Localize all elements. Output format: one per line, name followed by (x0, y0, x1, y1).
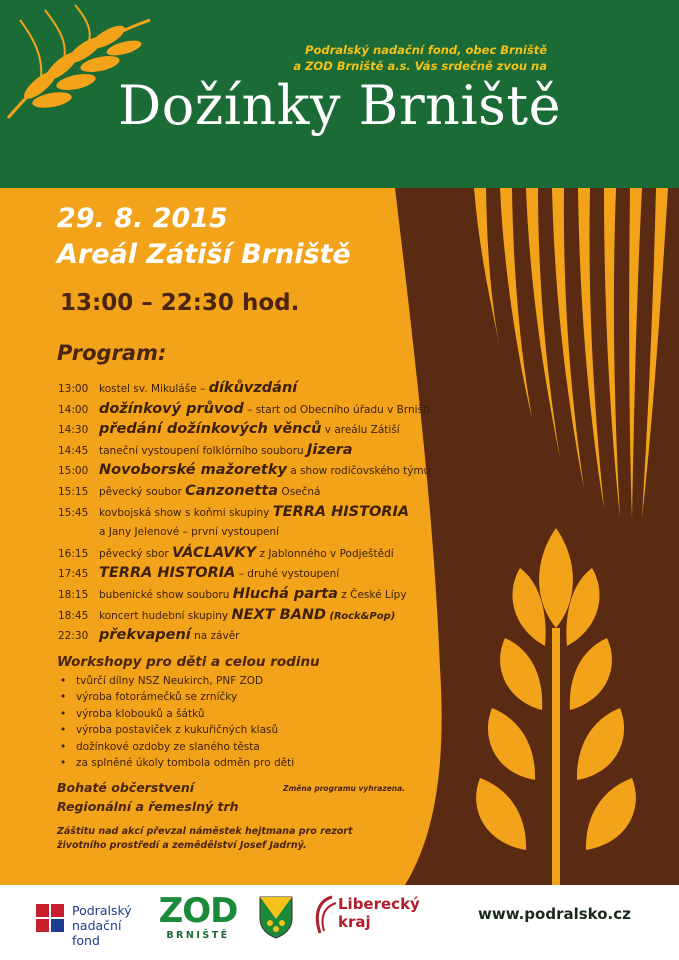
fond-logo-icon (36, 904, 64, 932)
schedule-item (58, 625, 430, 646)
fond-logo-text (72, 903, 146, 948)
fond-logo-line-2: nadační fond (72, 918, 122, 948)
schedule-time: 22:30 (58, 630, 89, 643)
schedule-highlight: TERRA HISTORIA (99, 565, 236, 582)
zod-logo-word: ZOD (158, 891, 238, 931)
workshop-item: • tvůrčí dílny NSZ Neukirch, PNF ZOD (60, 673, 294, 689)
patronage-text: Záštitu nad akcí převzal náměstek hejtmana pro rezort životního prostředí a zemědělství Josef Jadrný. (57, 826, 353, 851)
schedule-text: – druhé vystoupení (235, 568, 340, 581)
program-change-note: Změna programu vyhrazena. (283, 784, 406, 793)
municipal-crest-icon (258, 895, 294, 939)
schedule-item (58, 584, 430, 605)
page-title: Dožínky Brniště (117, 74, 562, 137)
event-time: 13:00 – 22:30 hod. (60, 290, 300, 316)
schedule-time: 14:00 (58, 403, 89, 416)
podralsky-fond-logo (36, 901, 146, 948)
schedule-item (58, 502, 430, 523)
schedule-highlight: díkůvzdání (208, 380, 298, 396)
kraj-logo-icon (312, 893, 338, 937)
liberecky-kraj-logo (312, 893, 420, 945)
event-date: 29. 8. 2015 (57, 203, 228, 234)
schedule-item (58, 543, 430, 564)
schedule-time: 14:30 (58, 424, 89, 437)
schedule-item (58, 399, 430, 420)
invitation-text (293, 42, 547, 74)
schedule-text: a Jany Jelenové – první vystoupení (99, 526, 280, 539)
schedule-highlight: Novoborské mažoretky (99, 462, 287, 479)
schedule-time: 15:00 (58, 465, 89, 478)
website-link[interactable]: www.podralsko.cz (478, 905, 631, 923)
schedule-genre: (Rock&Pop) (329, 610, 396, 622)
event-content (0, 188, 679, 885)
schedule-time: 15:45 (58, 506, 89, 519)
schedule-text: – start od Obecního úřadu v Brništi (243, 403, 431, 416)
zod-logo-sub: BRNIŠTĚ (166, 930, 230, 941)
workshop-item: • výroba postaviček z kukuřičných klasů (60, 722, 294, 738)
schedule-text: kovbojská show s koňmi skupiny (99, 506, 273, 519)
schedule-time: 15:15 (58, 485, 89, 498)
schedule-time: 16:15 (58, 547, 89, 560)
workshops-list (60, 673, 294, 771)
schedule-highlight: Hluchá parta (232, 585, 338, 602)
main-panel (0, 188, 679, 885)
schedule-text: na závěr (190, 630, 240, 643)
workshop-item: • za splněné úkoly tombola odměn pro děti (60, 755, 294, 771)
schedule-item (58, 460, 430, 481)
schedule-text: bubenické show souboru (99, 588, 233, 601)
kraj-logo-text (338, 895, 420, 931)
schedule-time: 13:00 (58, 383, 89, 395)
schedule-text: taneční vystoupení folklórního souboru (99, 444, 308, 457)
schedule-item (58, 605, 430, 626)
schedule-time: 14:45 (58, 444, 89, 457)
program-schedule (58, 378, 430, 646)
workshop-item: • výroba klobouků a šátků (60, 706, 294, 722)
schedule-highlight: Jizera (307, 441, 353, 458)
schedule-highlight: VÁCLAVKY (172, 544, 257, 561)
zod-logo (158, 892, 238, 948)
fond-logo-line-1: Podralský (72, 903, 132, 918)
schedule-text-post: z České Lípy (337, 588, 407, 601)
kraj-logo-line-1: Liberecký (338, 895, 420, 913)
schedule-highlight: Canzonetta (185, 482, 279, 499)
schedule-item (58, 440, 430, 461)
header-banner (0, 0, 679, 188)
schedule-highlight: překvapení (99, 627, 191, 644)
schedule-text: kostel sv. Mikuláše – (99, 383, 209, 395)
schedule-text: pěvecký sbor (99, 547, 173, 560)
schedule-highlight: dožínkový průvod (99, 400, 244, 417)
workshop-item: • dožínkové ozdoby ze slaného těsta (60, 739, 294, 755)
schedule-text-post: z Jablonného v Podještědí (256, 547, 394, 560)
schedule-time: 18:15 (58, 588, 89, 601)
schedule-highlight: TERRA HISTORIA (272, 503, 410, 520)
extras-block (57, 778, 239, 816)
refreshments-line: Bohaté občerstvení (57, 780, 195, 795)
schedule-item-continued (58, 522, 430, 543)
invitation-line-1: Podralský nadační fond, obec Brniště (305, 43, 547, 57)
invitation-line-2: a ZOD Brniště a.s. Vás srdečně zvou na (293, 59, 547, 73)
schedule-item (58, 419, 430, 440)
market-line: Regionální a řemeslný trh (57, 799, 239, 814)
schedule-item (58, 481, 430, 502)
schedule-text: a show rodičovského týmu (286, 465, 431, 478)
workshop-item: • výroba fotorámečků se zrníčky (60, 689, 294, 705)
schedule-item (58, 563, 430, 584)
schedule-highlight: NEXT BAND (231, 606, 327, 623)
footer-logos (0, 885, 679, 960)
kraj-logo-line-2: kraj (338, 913, 371, 931)
workshops-heading: Workshopy pro děti a celou rodinu (57, 654, 320, 670)
schedule-text: v areálu Zátiší (321, 424, 400, 437)
schedule-text: koncert hudební skupiny (99, 609, 232, 622)
schedule-time: 18:45 (58, 609, 89, 622)
event-venue: Areál Zátiší Brniště (57, 239, 351, 270)
schedule-item (58, 378, 430, 399)
schedule-time: 17:45 (58, 568, 89, 581)
schedule-text: pěvecký soubor (99, 485, 186, 498)
program-heading: Program: (57, 341, 167, 365)
schedule-highlight: předání dožínkových věnců (99, 421, 322, 438)
schedule-text-post: Osečná (278, 485, 321, 498)
